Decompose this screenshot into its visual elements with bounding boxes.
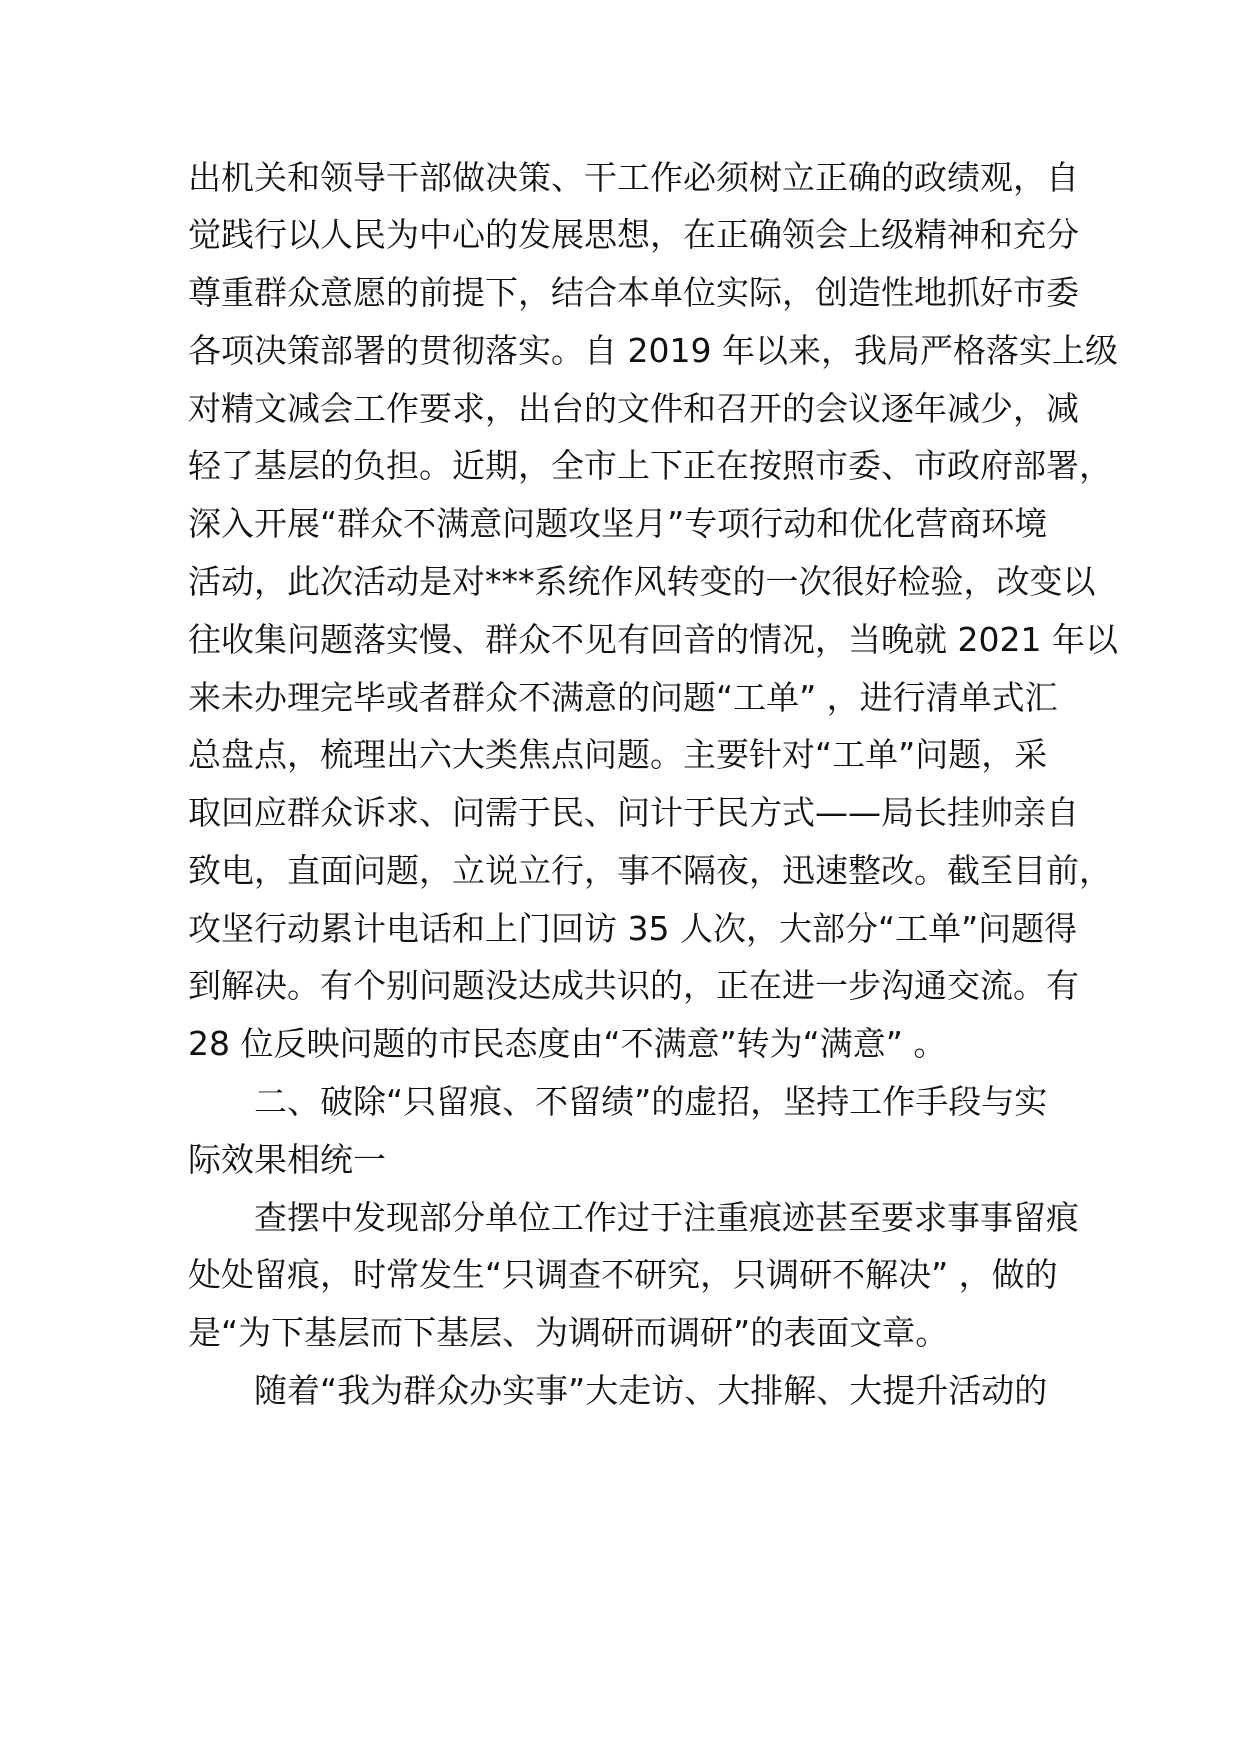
text-line: 到解决。有个别问题没达成共识的，正在进一步沟通交流。有 [188, 966, 1079, 1005]
text-line: 轻了基层的负担。近期，全市上下正在按照市委、市政府部署， [188, 446, 1112, 485]
text-line: 各项决策部署的贯彻落实。自 2019 年以来，我局严格落实上级 [188, 331, 1118, 370]
text-line: 觉践行以人民为中心的发展思想，在正确领会上级精神和充分 [188, 215, 1079, 254]
text-line: 对精文减会工作要求，出台的文件和召开的会议逐年减少，减 [188, 389, 1079, 428]
section-heading-line: 二、破除“只留痕、不留绩”的虚招，坚持工作手段与实 [254, 1082, 1048, 1121]
text-line: 查摆中发现部分单位工作过于注重痕迹甚至要求事事留痕 [254, 1198, 1079, 1237]
text-line: 尊重群众意愿的前提下，结合本单位实际，创造性地抓好市委 [188, 273, 1079, 312]
text-line: 总盘点，梳理出六大类焦点问题。主要针对“工单”问题，采 [188, 735, 1048, 774]
section-heading-line: 际效果相统一 [188, 1140, 386, 1179]
text-line: 出机关和领导干部做决策、干工作必须树立正确的政绩观，自 [188, 158, 1079, 197]
text-line: 是“为下基层而下基层、为调研而调研”的表面文章。 [188, 1313, 949, 1352]
text-line: 深入开展“群众不满意问题攻坚月”专项行动和优化营商环境 [188, 504, 1048, 543]
text-line: 28 位反映问题的市民态度由“不满意”转为“满意” 。 [188, 1024, 947, 1063]
text-line: 活动，此次活动是对***系统作风转变的一次很好检验，改变以 [188, 562, 1096, 601]
text-line: 处处留痕，时常发生“只调查不研究，只调研不解决” ，做的 [188, 1255, 1058, 1294]
text-line: 攻坚行动累计电话和上门回访 35 人次，大部分“工单”问题得 [188, 909, 1078, 948]
text-line: 取回应群众诉求、问需于民、问计于民方式——局长挂帅亲自 [188, 793, 1079, 832]
text-line: 来未办理完毕或者群众不满意的问题“工单” ，进行清单式汇 [188, 678, 1058, 717]
text-line: 致电，直面问题，立说立行，事不隔夜，迅速整改。截至目前， [188, 851, 1112, 890]
text-line: 往收集问题落实慢、群众不见有回音的情况，当晚就 2021 年以 [188, 620, 1118, 659]
text-line: 随着“我为群众办实事”大走访、大排解、大提升活动的 [254, 1371, 1048, 1410]
